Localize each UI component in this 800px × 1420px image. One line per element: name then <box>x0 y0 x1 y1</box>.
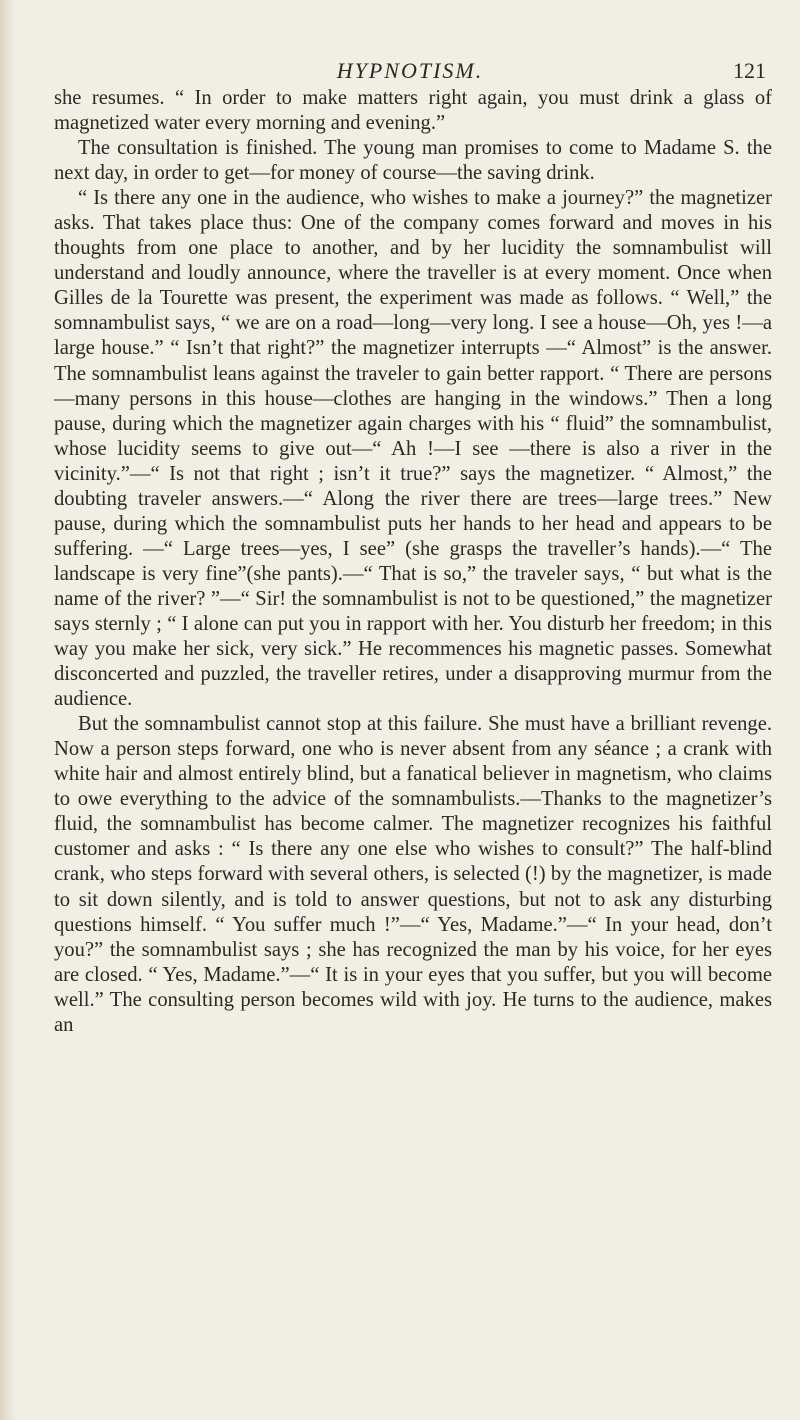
paragraph: But the somnambulist cannot stop at this failure. She must have a brilliant revenge. Now a person steps forward, one who is never absent from any séance ; a crank with white hair and almost entirely blind, but a fanatical believer in magnetism, who claims to owe everything to the advice of the somnambulists.—Thanks to the magnetizer’s fluid, the somnambulist has become calmer. The magnetizer recognizes his faithful customer and asks : “ Is there any one else who wishes to consult?” The half-blind crank, who steps forward with several others, is selected (!) by the magnetizer, is made to sit down silently, and is told to answer questions, but not to ask any disturbing questions himself. “ You suffer much !”—“ Yes, Madame.”—“ In your head, don’t you?” the somnambulist says ; she has recognized the man by his voice, for her eyes are closed. “ Yes, Madame.”—“ It is in your eyes that you suffer, but you will become well.” The consulting person becomes wild with joy. He turns to the audience, makes an <box>54 713 772 1036</box>
running-head <box>54 58 766 88</box>
paragraph-continued: she resumes. “ In order to make matters right again, you must drink a glass of magnetized water every morning and evening.” <box>54 87 772 135</box>
paragraph: “ Is there any one in the audience, who wishes to make a journey?” the magnetizer asks. That takes place thus: One of the company comes forward and moves in his thoughts from one place to another, and by her lucidity the somnambulist will understand and loudly announce, where the traveller is at every moment. Once when Gilles de la Tourette was present, the experiment was made as follows. “ Well,” the somnambulist says, “ we are on a road—long—very long. I see a house—Oh, yes !—a large house.” “ Isn’t that right?” the magnetizer interrupts —“ Almost” is the answer. The somnambulist leans against the traveler to gain better rapport. “ There are persons—many persons in this house—clothes are hanging in the windows.” Then a long pause, during which the magnetizer again charges with his “ fluid” the somnambulist, whose lucidity seems to give out—“ Ah !—I see —there is also a river in the vicinity.”—“ Is not that right ; isn’t it true?” says the magnetizer. “ Almost,” the doubting traveler answers.—“ Along the river there are trees—large trees.” New pause, during which the somnambulist puts her hands to her head and appears to be suffering. —“ Large trees—yes, I see” (she grasps the traveller’s hands).—“ The landscape is very fine”(she pants).—“ That is so,” the traveler says, “ but what is the name of the river? ”—“ Sir! the somnambulist is not to be questioned,” the magnetizer says sternly ; “ I alone can put you in rapport with her. You disturb her freedom; in this way you make her sick, very sick.” He recommences his magnetic passes. Somewhat disconcerted and puzzled, the traveller retires, under a disapproving murmur from the audience. <box>54 187 772 711</box>
body-text <box>54 86 772 1038</box>
page-gutter-shadow <box>0 0 16 1420</box>
page-number: 121 <box>733 58 766 83</box>
running-title: HYPNOTISM. <box>336 58 484 83</box>
paragraph: The consultation is finished. The young man promises to come to Madame S. the next day, in order to get—for money of course—the saving drink. <box>54 137 772 185</box>
